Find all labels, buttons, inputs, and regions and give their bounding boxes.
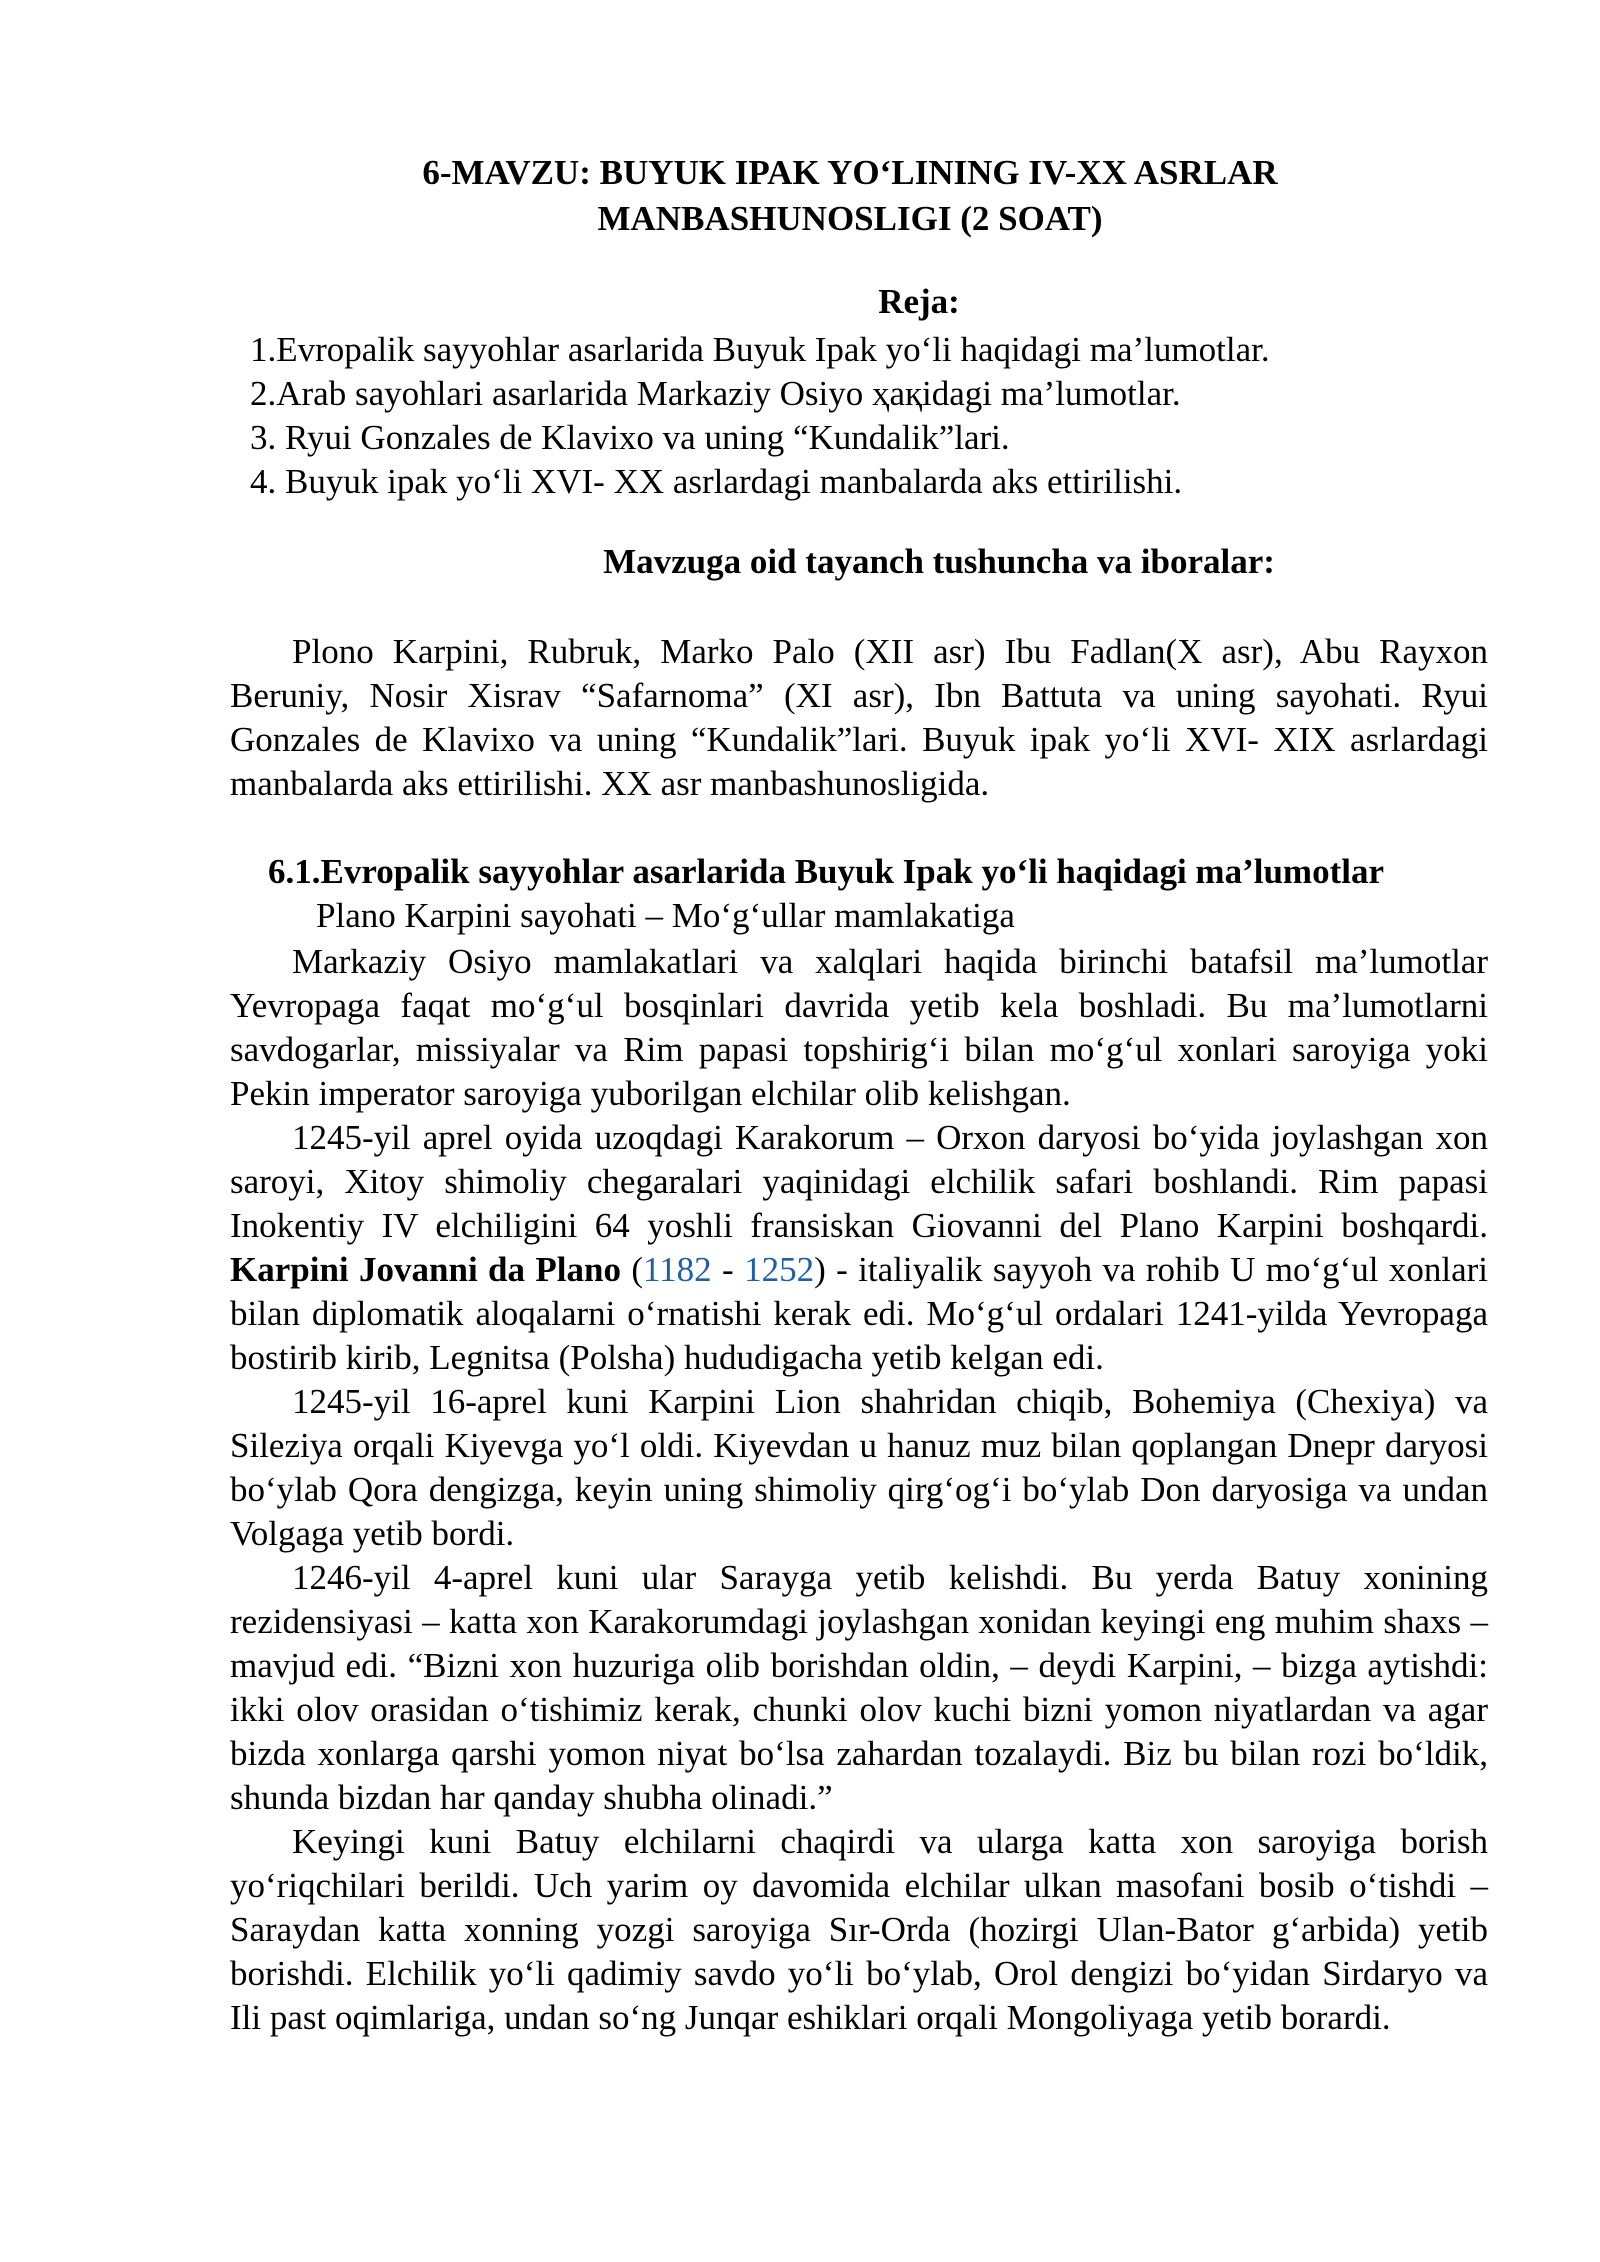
body-paragraph-5: Keyingi kuni Batuy elchilarni chaqirdi va ularga katta xon saroyiga borish yo‘riqchilari berildi. Uch yarim oy davomida elchilar ulkan masofani bosib o‘tishdi – Saraydan katta xonning yozgi saroyiga Sır-Orda (hozirgi Ulan-Bator g‘arbida) yetib borishdi. Elchilik yo‘li qadimiy savdo yo‘li bo‘ylab, Orol dengizi bo‘yidan Sirdaryo va Ili past oqimlariga, undan so‘ng Junqar eshiklari orqali Mongoliyaga yetib borardi. <box>230 1822 1488 2037</box>
title-line-1: 6-MAVZU: BUYUK IPAK YO‘LINING IV-XX ASRLAR <box>422 153 1278 192</box>
p2-paren-open: ( <box>620 1250 643 1289</box>
keywords-heading: Mavzuga oid tayanch tushuncha va iboralar: <box>603 542 1275 581</box>
p2-bold-name: Karpini Jovanni da Plano <box>230 1250 621 1289</box>
body-paragraph-1: Markaziy Osiyo mamlakatlari va xalqlari haqida birinchi batafsil ma’lumotlar Yevropaga faqat mo‘g‘ul bosqinlari davrida yetib kela boshladi. Bu ma’lumotlarni savdogarlar, missiyalar va Rim papasi topshirig‘i bilan mo‘g‘ul xonlari saroyiga yoki Pekin imperator saroyiga yuborilgan elchilar olib kelishgan. <box>230 942 1488 1113</box>
keywords-paragraph: Plono Karpini, Rubruk, Marko Palo (XII asr) Ibu Fadlan(X asr), Abu Rayxon Beruniy, Nosir Xisrav “Safarnoma” (XI asr), Ibn Battuta va uning sayohati. Ryui Gonzales de Klavixo va uning “Kundalik”lari. Buyuk ipak yo‘li XVI- XIX asrlardagi manbalarda aks ettirilishi. XX asr manbashunosligida. <box>230 632 1488 803</box>
p2-dash: - <box>711 1250 745 1289</box>
body-paragraph-4: 1246-yil 4-aprel kuni ular Sarayga yetib kelishdi. Bu yerda Batuy xonining rezidensiyasi – katta xon Karakorumdagi joylashgan xonidan keyingi eng muhim shaxs – mavjud edi. “Bizni xon huzuriga olib borishdan oldin, – deydi Karpini, – bizga aytishdi: ikki olov orasidan o‘tishimiz kerak, chunki olov kuchi bizni yomon niyatlardan va agar bizda xonlarga qarshi yomon niyat bo‘lsa zahardan tozalaydi. Biz bu bilan rozi bo‘ldik, shunda bizdan har qanday shubha olinadi.” <box>230 1558 1488 1817</box>
title-line-2: MANBASHUNOSLIGI (2 SOAT) <box>597 199 1103 238</box>
section-heading: 6.1.Evropalik sayyohlar asarlarida Buyuk Ipak yo‘li haqidagi ma’lumotlar <box>268 852 1385 891</box>
plan-item-4: 4. Buyuk ipak yo‘li XVI- XX asrlardagi manbalarda aks ettirilishi. <box>250 462 1183 501</box>
plan-item-2: 2.Arab sayohlari asarlarida Markaziy Osiyo ҳақidagi ma’lumotlar. <box>250 374 1181 413</box>
section-subtitle: Plano Karpini sayohati – Mo‘g‘ullar mamlakatiga <box>316 896 1015 935</box>
p2-text-end: ) - italiyalik sayyoh va rohib U mo‘g‘ul xonlari bilan diplomatik aloqalarni o‘rnatishi kerak edi. Mo‘g‘ul ordalari 1241-yilda Yevropaga bostirib kirib, Legnitsa (Polsha) hududigacha yetib kelgan edi. <box>230 1250 1489 1377</box>
plan-item-1: 1.Evropalik sayyohlar asarlarida Buyuk Ipak yo‘li haqidagi ma’lumotlar. <box>250 330 1270 369</box>
plan-heading: Reja: <box>878 282 960 321</box>
body-paragraph-3: 1245-yil 16-aprel kuni Karpini Lion shahridan chiqib, Bohemiya (Chexiya) va Sileziya orqali Kiyevga yo‘l oldi. Kiyevdan u hanuz muz bilan qoplangan Dnepr daryosi bo‘ylab Qora dengizga, keyin uning shimoliy qirg‘og‘i bo‘ylab Don daryosiga va undan Volgaga yetib bordi. <box>230 1382 1488 1553</box>
body-paragraph-2 <box>230 1116 1488 1380</box>
page-title <box>300 150 1400 242</box>
plan-item-3: 3. Ryui Gonzales de Klavixo va uning “Kundalik”lari. <box>250 418 1010 457</box>
year-1252-link[interactable]: 1252 <box>744 1250 815 1289</box>
p2-text-start: 1245-yil aprel oyida uzoqdagi Karakorum – Orxon daryosi bo‘yida joylashgan xon saroyi, Xitoy shimoliy chegaralari yaqinidagi elchilik safari boshlandi. Rim papasi Inokentiy IV elchiligini 64 yoshli fransiskan Giovanni del Plano Karpini boshqardi. <box>230 1118 1488 1245</box>
plan-list <box>250 328 1270 504</box>
year-1182-link[interactable]: 1182 <box>642 1250 712 1289</box>
